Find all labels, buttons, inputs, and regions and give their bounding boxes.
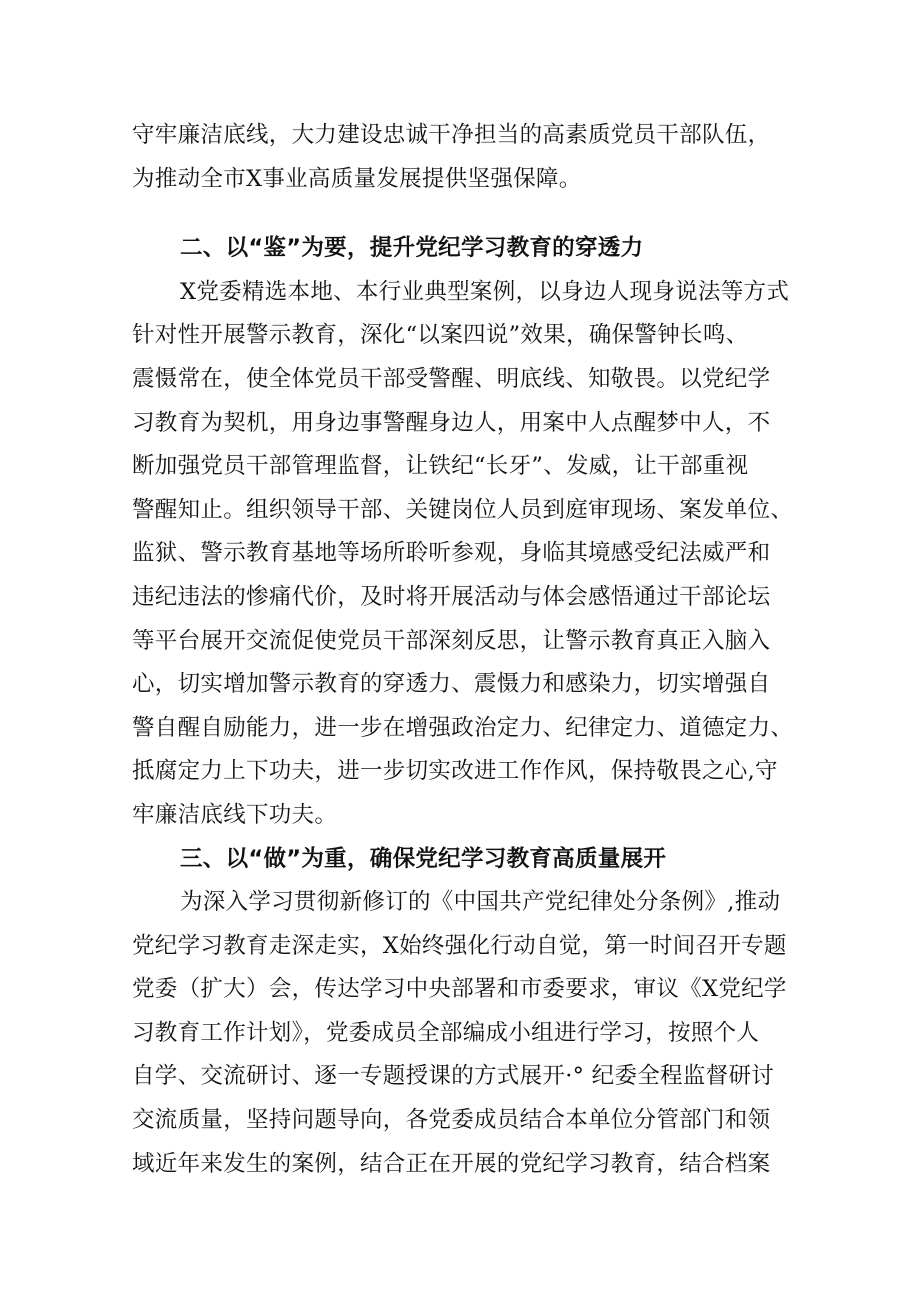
paragraph-continuation bbox=[132, 114, 800, 201]
text-line: 警自醒自励能力，进一步在增强政治定力、纪律定力、道德定力、 bbox=[132, 714, 794, 741]
document-page bbox=[132, 114, 800, 1186]
text-line: 自学、交流研讨、逐一专题授课的方式展开·° 纪委全程监督研讨 bbox=[132, 1063, 775, 1090]
text-line: 警醒知止。组织领导干部、关键岗位人员到庭审现场、案发单位、 bbox=[132, 496, 794, 523]
spacer bbox=[132, 201, 800, 227]
section-3 bbox=[132, 838, 800, 1187]
text-line: 心，切实增加警示教育的穿透力、震慑力和感染力，切实增强自 bbox=[132, 671, 771, 698]
section-2 bbox=[132, 227, 800, 837]
text-line: 震慑常在，使全体党员干部受警醒、明底线、知敬畏。以党纪学 bbox=[132, 365, 771, 392]
text-line: 监狱、警示教育基地等场所聆听参观，身临其境感受纪法威严和 bbox=[132, 540, 771, 567]
section-heading: 三、以“做”为重，确保党纪学习教育高质量展开 bbox=[180, 845, 667, 872]
text-line: 守牢廉洁底线，大力建设忠诚干净担当的高素质党员干部队伍， bbox=[132, 122, 771, 148]
text-line: 党纪学习教育走深走实，X始终强化行动自觉，第一时间召开专题 bbox=[132, 932, 787, 959]
text-line: 党委（扩大）会，传达学习中央部署和市委要求，审议《X党纪学 bbox=[132, 976, 787, 1003]
text-line: 针对性开展警示教育，深化“以案四说”效果，确保警钟长鸣、 bbox=[132, 322, 749, 349]
text-line: 等平台展开交流促使党员干部深刻反思，让警示教育真正入脑入 bbox=[132, 627, 771, 654]
text-line: 违纪违法的惨痛代价，及时将开展活动与体会感悟通过干部论坛 bbox=[132, 583, 771, 610]
text-line: 断加强党员干部管理监督，让铁纪“长牙”、发威，让干部重视 bbox=[132, 453, 749, 480]
text-line: X党委精选本地、本行业典型案例，以身边人现身说法等方式 bbox=[180, 278, 790, 305]
text-line: 习教育工作计划》，党委成员全部编成小组进行学习，按照个人 bbox=[132, 1019, 760, 1046]
section-heading: 二、以“鉴”为要，提升党纪学习教育的穿透力 bbox=[180, 235, 644, 262]
text-line: 抵腐定力上下功夫，进一步切实改进工作作风，保持敬畏之心,守 bbox=[132, 758, 778, 785]
text-line: 为深入学习贯彻新修订的《中国共产党纪律处分条例》,推动 bbox=[180, 889, 781, 916]
text-line: 域近年来发生的案例，结合正在开展的党纪学习教育，结合档案 bbox=[132, 1150, 771, 1177]
text-line: 为推动全市X事业高质量发展提供坚强保障。 bbox=[132, 165, 582, 192]
text-line: 牢廉洁底线下功夫。 bbox=[132, 801, 338, 828]
text-line: 交流质量，坚持问题导向，各党委成员结合本单位分管部门和领 bbox=[132, 1107, 771, 1134]
text-line: 习教育为契机，用身边事警醒身边人，用案中人点醒梦中人，不 bbox=[132, 409, 771, 436]
